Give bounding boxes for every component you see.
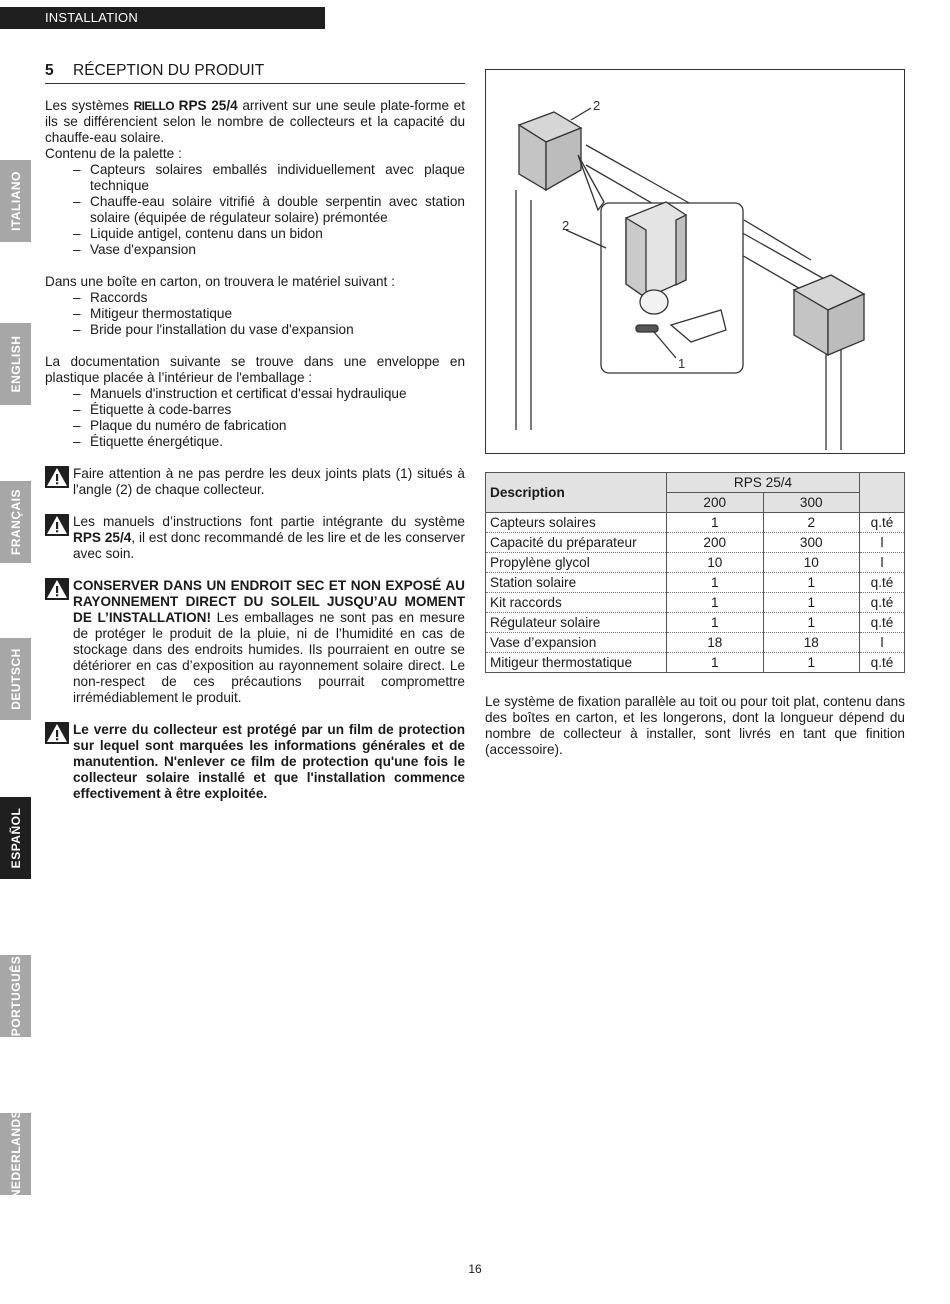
left-column: [45, 98, 465, 802]
table-row: [486, 653, 905, 673]
table-body: [486, 513, 905, 673]
table-cell-unit: l: [860, 633, 905, 653]
table-cell-v300: 1: [763, 593, 860, 613]
table-cell-unit: q.té: [860, 613, 905, 633]
table-row: [486, 533, 905, 553]
table-row: [486, 593, 905, 613]
table-cell-unit: l: [860, 553, 905, 573]
table-cell-desc: Capacité du préparateur: [486, 533, 667, 553]
table-cell-desc: Capteurs solaires: [486, 513, 667, 533]
table-cell-v300: 18: [763, 633, 860, 653]
mounting-note: Le système de fixation parallèle au toit ou pour toit plat, contenu dans des boîtes en carton, et les longerons, dont la longueur dépend du nombre de collecteur à installer, sont livrés en tant que finition (accessoire).: [485, 694, 905, 757]
table-row: [486, 573, 905, 593]
table-row: [486, 633, 905, 653]
warning-gaskets: Faire attention à ne pas perdre les deux joints plats (1) situés à l'angle (2) de chaque collecteur.: [45, 466, 465, 498]
list-item: – Raccords: [45, 290, 465, 306]
header-label: INSTALLATION: [45, 10, 138, 25]
col-300-header: 300: [763, 493, 860, 513]
list-item: – Plaque du numéro de fabrication: [45, 418, 465, 434]
table-cell-unit: q.té: [860, 513, 905, 533]
warning-storage: CONSERVER DANS UN ENDROIT SEC ET NON EXPOSÉ AU RAYONNEMENT DIRECT DU SOLEIL JUSQU’AU MOMENT DE L’INSTALLATION! Les emballages ne sont pas en mesure de protéger le produit de la pluie, ni de l’humidité en cas de stockage dans des endroits humides. Ils pourraient en outre se détériorer en cas d’exposition au rayonnement solaire direct. Le non-respect de ces précautions pourrait compromettre irrémédiablement le produit.: [45, 578, 465, 706]
callout-1: 1: [678, 356, 686, 371]
table-cell-unit: q.té: [860, 653, 905, 673]
table-cell-desc: Régulateur solaire: [486, 613, 667, 633]
list-item: – Bride pour l'installation du vase d'expansion: [45, 322, 465, 338]
palette-list: [45, 162, 465, 258]
section-title: [45, 61, 465, 84]
warning-protective-film: Le verre du collecteur est protégé par un film de protection sur lequel sont marquées les informations générales et de manutention. N'enlever ce film de protection qu'une fois le collecteur solaire installé et que l'installation commence effectivement à être exploitée.: [45, 722, 465, 802]
table-cell-v300: 10: [763, 553, 860, 573]
carton-label: Dans une boîte en carton, on trouvera le matériel suivant :: [45, 274, 395, 289]
table-cell-desc: Propylène glycol: [486, 553, 667, 573]
table-cell-unit: q.té: [860, 593, 905, 613]
warning-icon: [45, 514, 69, 536]
header-bar: [0, 7, 325, 29]
warning-icon: [45, 722, 69, 744]
list-item: – Mitigeur thermostatique: [45, 306, 465, 322]
list-item: – Étiquette à code-barres: [45, 402, 465, 418]
table-cell-desc: Station solaire: [486, 573, 667, 593]
contents-table: [485, 472, 905, 673]
table-cell-desc: Kit raccords: [486, 593, 667, 613]
list-item: – Vase d'expansion: [45, 242, 465, 258]
collector-illustration: [486, 70, 904, 453]
list-item: – Manuels d'instruction et certificat d'essai hydraulique: [45, 386, 465, 402]
table-cell-v200: 1: [667, 593, 764, 613]
list-item: – Capteurs solaires emballés individuellement avec plaque technique: [45, 162, 465, 194]
palette-label: Contenu de la palette :: [45, 146, 182, 161]
desc-header: Description: [486, 473, 667, 513]
table-row: [486, 613, 905, 633]
table-row: [486, 553, 905, 573]
table-cell-v200: 1: [667, 513, 764, 533]
carton-list: [45, 290, 465, 338]
table-cell-unit: q.té: [860, 573, 905, 593]
section-number: 5: [45, 62, 54, 79]
tab-english[interactable]: ENGLISH: [0, 323, 31, 405]
table-cell-desc: Vase d’expansion: [486, 633, 667, 653]
table-cell-v300: 300: [763, 533, 860, 553]
table-cell-v200: 1: [667, 653, 764, 673]
table-cell-v200: 1: [667, 613, 764, 633]
docs-list: [45, 386, 465, 450]
docs-label: La documentation suivante se trouve dans une enveloppe en plastique placée à l’intérieur de l'emballage :: [45, 354, 465, 385]
warning-manuals: Les manuels d’instructions font partie intégrante du système RPS 25/4, il est donc recommandé de les lire et de les conserver avec soin.: [45, 514, 465, 562]
table-cell-v300: 1: [763, 573, 860, 593]
warning-icon: [45, 466, 69, 488]
callout-2-top: 2: [593, 98, 601, 113]
callout-2-detail: 2: [562, 218, 570, 233]
intro-paragraph: Les systèmes RIELLO RPS 25/4 arrivent sur une seule plate-forme et ils se différencient selon le nombre de collecteurs et la capacité du chauffe-eau solaire.: [45, 98, 465, 145]
table-row: [486, 513, 905, 533]
tab-espanol[interactable]: ESPAÑOL: [0, 797, 31, 879]
table-cell-v200: 1: [667, 573, 764, 593]
table-cell-v200: 10: [667, 553, 764, 573]
col-200-header: 200: [667, 493, 764, 513]
table-cell-v200: 200: [667, 533, 764, 553]
section-title-text: RÉCEPTION DU PRODUIT: [73, 62, 265, 79]
list-item: – Chauffe-eau solaire vitrifié à double serpentin avec station solaire (équipée de régulateur solaire) prémontée: [45, 194, 465, 226]
warning-icon: [45, 578, 69, 600]
tab-deutsch[interactable]: DEUTSCH: [0, 638, 31, 720]
tab-italiano[interactable]: ITALIANO: [0, 160, 31, 242]
collector-corner-figure: [485, 69, 905, 454]
brand-logo: RIELLO: [133, 99, 175, 113]
table-cell-v300: 2: [763, 513, 860, 533]
unit-header: [860, 473, 905, 513]
table-cell-v300: 1: [763, 613, 860, 633]
list-item: – Liquide antigel, contenu dans un bidon: [45, 226, 465, 242]
table-cell-v300: 1: [763, 653, 860, 673]
table-cell-desc: Mitigeur thermostatique: [486, 653, 667, 673]
table-cell-v200: 18: [667, 633, 764, 653]
tab-nederlands[interactable]: NEDERLANDS: [0, 1113, 31, 1195]
page-number: 16: [468, 1262, 482, 1276]
tab-portugues[interactable]: PORTUGUÊS: [0, 955, 31, 1037]
table-cell-unit: l: [860, 533, 905, 553]
list-item: – Étiquette énergétique.: [45, 434, 465, 450]
tab-francais[interactable]: FRANÇAIS: [0, 481, 31, 563]
model-header: RPS 25/4: [667, 473, 860, 493]
language-tabs: [0, 0, 31, 1304]
